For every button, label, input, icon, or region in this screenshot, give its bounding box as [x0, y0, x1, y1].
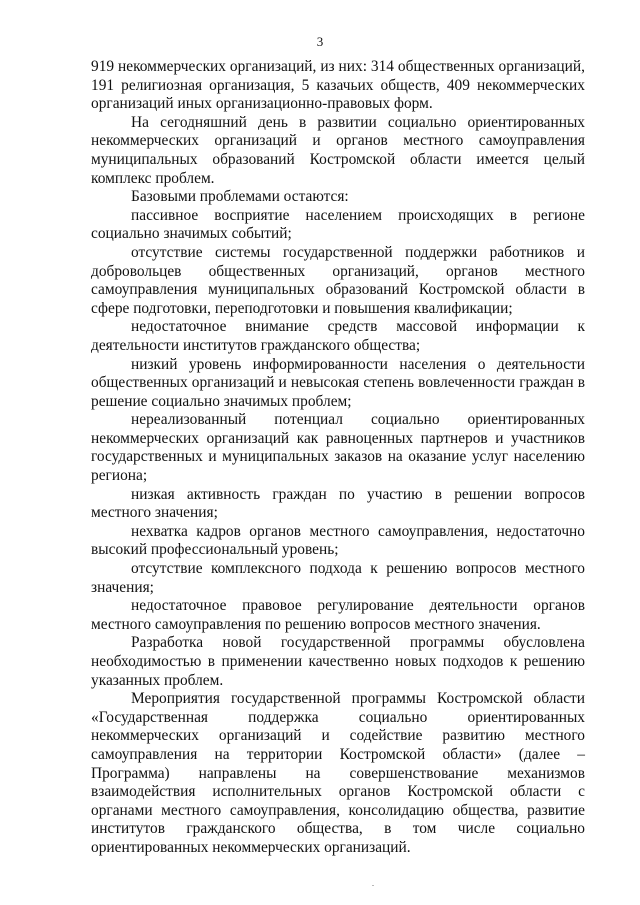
- paragraph-program-measures: Мероприятия государственной программы Костромской области «Государственная поддержка социально ориентированных некоммерческих организаций и содействие развитию местного самоуправления на территории Костромской области» (далее – Программа) направлены на совершенствование механизмов взаимодействия исполнительных органов Костромской области с органами местного самоуправления, консолидацию общества, развитие институтов гражданского общества, в том числе социально ориентированных некоммерческих организаций.: [91, 690, 585, 856]
- scan-artifact: [372, 885, 374, 886]
- paragraph-problems-intro: На сегодняшний день в развитии социально ориентированных некоммерческих организаций и органов местного самоуправления муниципальных образований Костромской области имеется целый комплекс проблем.: [91, 113, 585, 187]
- list-item-low-activity: низкая активность граждан по участию в решении вопросов местного значения;: [91, 485, 585, 522]
- list-item-no-comprehensive-approach: отсутствие комплексного подхода к решению вопросов местного значения;: [91, 560, 585, 596]
- paragraph-program-rationale: Разработка новой государственной программы обусловлена необходимостью в применении качественно новых подходов к решению указанных проблем.: [91, 634, 585, 689]
- list-item-media-attention: недостаточное внимание средств массовой информации к деятельности институтов гражданского общества;: [91, 318, 585, 354]
- list-item-no-state-support: отсутствие системы государственной поддержки работников и добровольцев общественных организаций, органов местного самоуправления муниципальных образований Костромской области в сфере подготовки, переподготовки и повышения квалификации;: [91, 243, 585, 317]
- list-item-staff-shortage: нехватка кадров органов местного самоуправления, недостаточно высокий профессиональный уровень;: [91, 522, 585, 559]
- page-number: 3: [316, 34, 324, 49]
- list-item-legal-regulation: недостаточное правовое регулирование деятельности органов местного самоуправления по решению вопросов местного значения.: [91, 597, 585, 633]
- list-item-low-awareness: низкий уровень информированности населения о деятельности общественных организаций и невысокая степень вовлеченности граждан в решение социально значимых проблем;: [91, 355, 585, 410]
- list-item-unrealized-potential: нереализованный потенциал социально ориентированных некоммерческих организаций как равноценных партнеров и участников государственных и муниципальных заказов на оказание услуг населению региона;: [91, 411, 585, 485]
- list-item-passive-perception: пассивное восприятие населением происходящих в регионе социально значимых событий;: [91, 206, 585, 243]
- document-body: [91, 58, 585, 858]
- paragraph-organizations-count: 919 некоммерческих организаций, из них: 314 общественных организаций, 191 религиозная организация, 5 казачьих обществ, 409 некоммерческих организаций иных организационно-правовых форм.: [91, 58, 585, 113]
- paragraph-basic-problems-heading: Базовыми проблемами остаются:: [131, 188, 349, 206]
